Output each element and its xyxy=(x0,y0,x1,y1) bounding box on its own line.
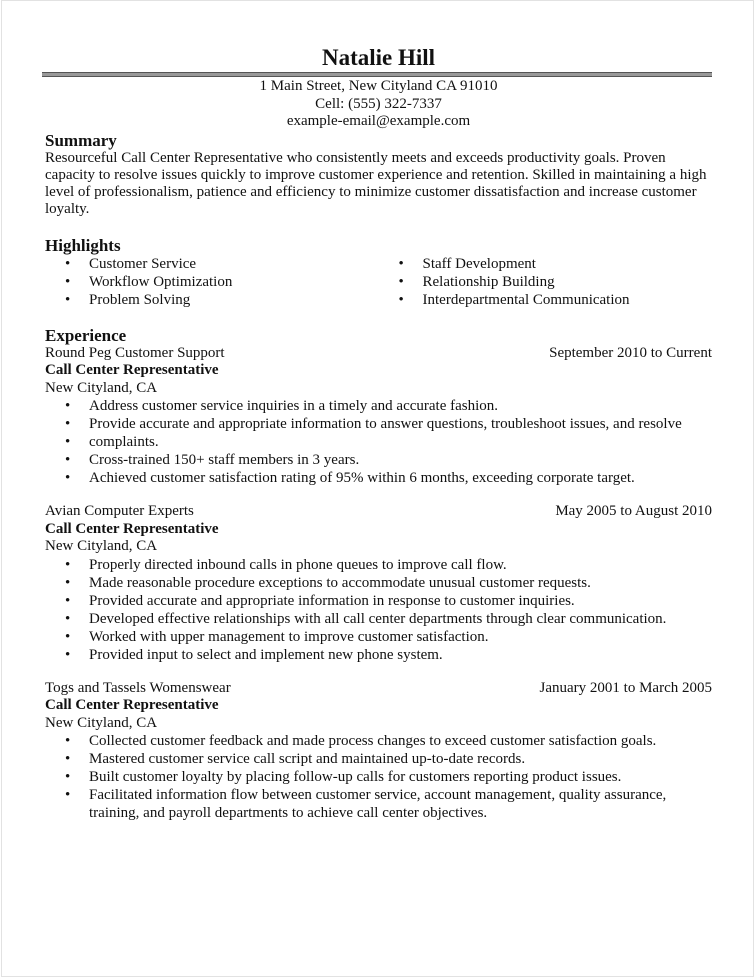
job-bullet: • Provide accurate and appropriate information to answer questions, troubleshoot issues, and resolve xyxy=(45,415,712,433)
experience-heading: Experience xyxy=(45,325,127,345)
job-bullet: • Facilitated information flow between customer service, account management, quality assurance, training, and payroll departments to achieve call center objectives. xyxy=(45,786,712,822)
job-company: Togs and Tassels Womenswear xyxy=(45,679,231,696)
job-bullet: • Properly directed inbound calls in phone queues to improve call flow. xyxy=(45,556,712,574)
job-header xyxy=(45,345,712,363)
highlight-item: • Staff Development xyxy=(379,255,713,273)
header-divider xyxy=(42,72,712,77)
job-bullet: • Address customer service inquiries in a timely and accurate fashion. xyxy=(45,397,712,415)
job-bullet: • Built customer loyalty by placing follow-up calls for customers reporting product issues. xyxy=(45,768,712,786)
job-bullet: • Achieved customer satisfaction rating of 95% within 6 months, exceeding corporate target. xyxy=(45,469,712,487)
job-bullet: • Cross-trained 150+ staff members in 3 years. xyxy=(45,451,712,469)
highlights-list xyxy=(45,255,712,309)
job-bullets xyxy=(45,556,712,664)
summary-text: Resourceful Call Center Representative who consistently meets and exceeds productivity goals. Proven capacity to resolve issues quickly to improve customer experience and retention. Skilled in maintaining a high level of professionalism, patience and efficiency to minimize customer dissatisfaction and increase customer loyalty. xyxy=(45,149,707,217)
job-dates: May 2005 to August 2010 xyxy=(555,503,712,519)
highlight-item: • Interdepartmental Communication xyxy=(379,291,713,309)
highlights-right-column xyxy=(379,255,713,309)
contact-email: example-email@example.com xyxy=(286,113,471,129)
job-bullet: • Developed effective relationships with all call center departments through clear communication. xyxy=(45,610,712,628)
job-bullet: • Collected customer feedback and made process changes to exceed customer satisfaction goals. xyxy=(45,732,712,750)
job-header xyxy=(45,503,712,521)
job-title: Call Center Representative xyxy=(45,697,219,713)
highlight-item: • Problem Solving xyxy=(45,291,379,309)
job-bullet: • Worked with upper management to improve customer satisfaction. xyxy=(45,628,712,646)
job-location: New Cityland, CA xyxy=(45,538,158,554)
job-bullet: • Made reasonable procedure exceptions to accommodate unusual customer requests. xyxy=(45,574,712,592)
job-entry xyxy=(45,503,712,664)
highlights-heading: Highlights xyxy=(45,235,121,255)
job-title: Call Center Representative xyxy=(45,362,219,378)
job-dates: September 2010 to Current xyxy=(549,344,712,361)
job-company: Round Peg Customer Support xyxy=(45,344,225,361)
contact-phone: Cell: (555) 322-7337 xyxy=(315,95,442,112)
job-entry xyxy=(45,345,712,488)
experience-list xyxy=(45,345,712,823)
job-location: New Cityland, CA xyxy=(45,714,158,731)
contact-address: 1 Main Street, New Cityland CA 91010 xyxy=(259,78,498,94)
job-header xyxy=(45,680,712,698)
job-title: Call Center Representative xyxy=(45,520,219,537)
job-location: New Cityland, CA xyxy=(45,379,158,396)
job-bullets xyxy=(45,397,712,487)
job-bullets xyxy=(45,732,712,822)
candidate-name: Natalie Hill xyxy=(321,45,436,70)
job-dates: January 2001 to March 2005 xyxy=(539,679,712,696)
resume-page xyxy=(45,44,712,838)
job-bullet: • Provided input to select and implement new phone system. xyxy=(45,646,712,664)
highlight-item: • Customer Service xyxy=(45,255,379,273)
highlight-item: • Relationship Building xyxy=(379,273,713,291)
job-company: Avian Computer Experts xyxy=(45,503,194,519)
highlights-left-column xyxy=(45,255,379,309)
summary-heading: Summary xyxy=(45,130,117,150)
job-entry xyxy=(45,680,712,823)
job-bullet: • Provided accurate and appropriate information in response to customer inquiries. xyxy=(45,592,712,610)
job-bullet: • Mastered customer service call script and maintained up-to-date records. xyxy=(45,750,712,768)
highlight-item: • Workflow Optimization xyxy=(45,273,379,291)
job-bullet: • complaints. xyxy=(45,433,712,451)
